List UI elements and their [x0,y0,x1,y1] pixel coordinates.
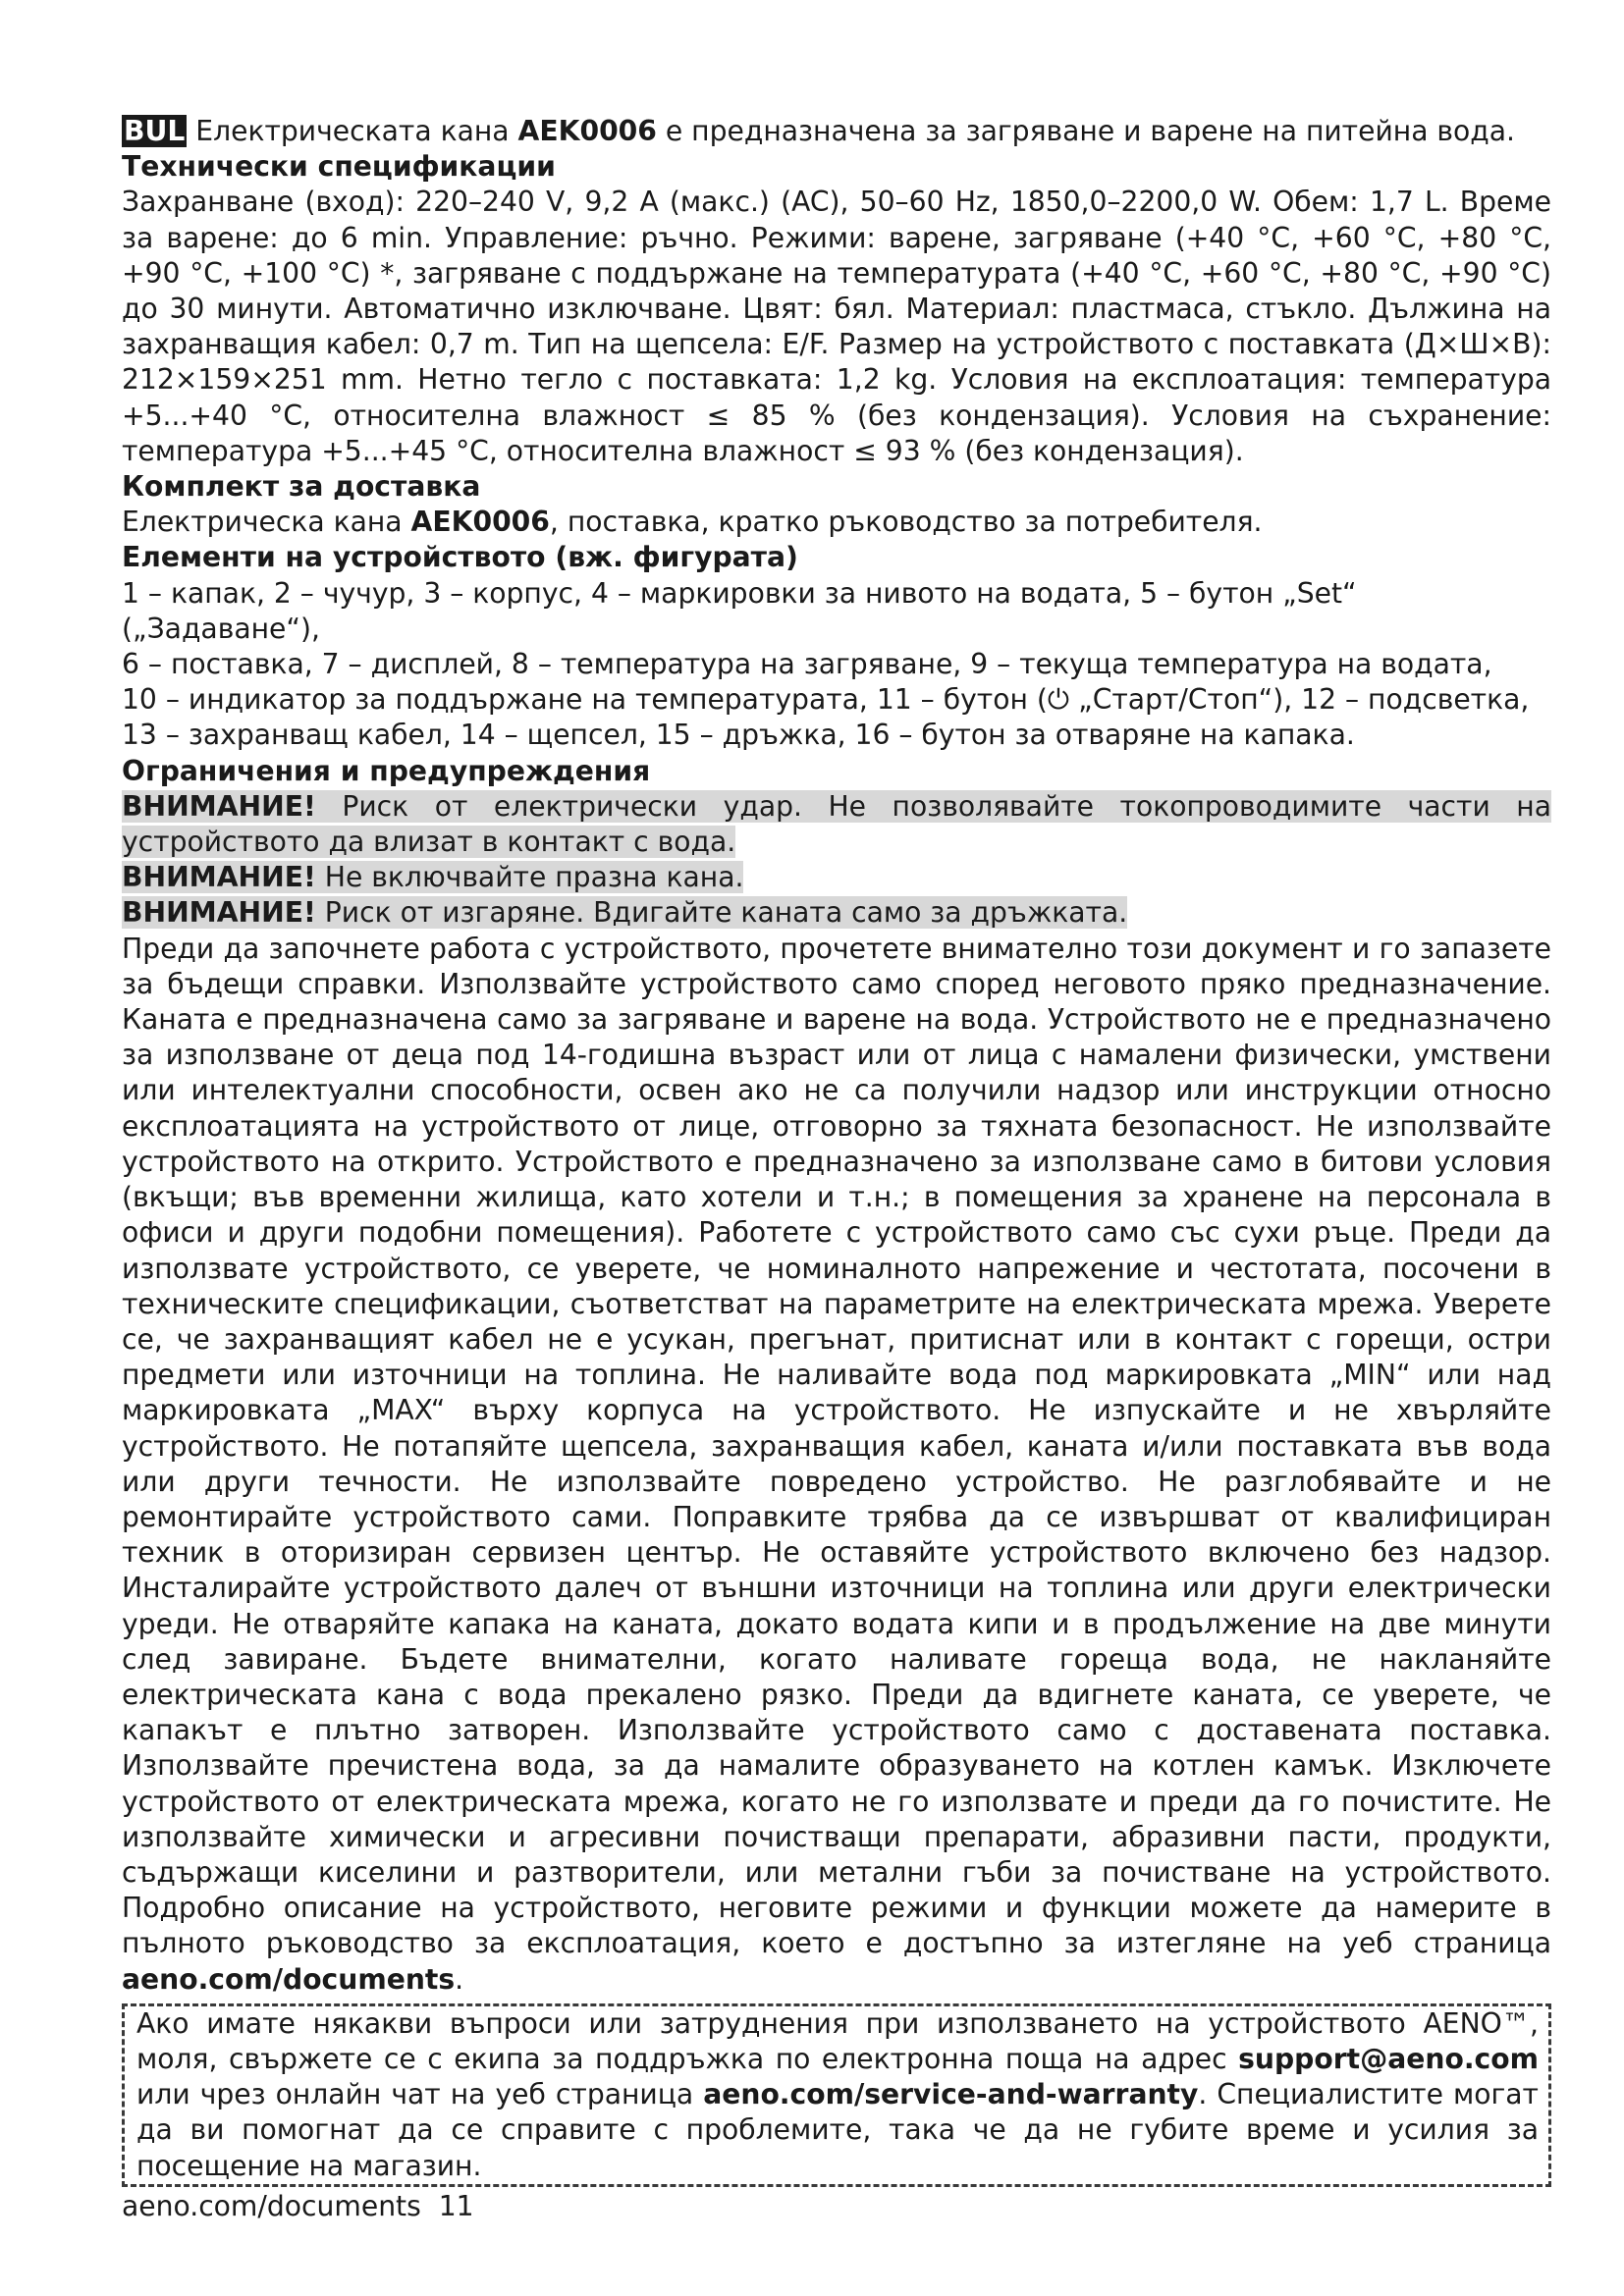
footer-url: aeno.com/documents [122,2189,421,2222]
package-model: AEK0006 [410,506,550,539]
service-warranty-link[interactable]: aeno.com/service-and-warranty [703,2078,1199,2111]
support-text-2: или чрез онлайн чат на уеб страница [136,2078,704,2111]
specs-heading: Технически спецификации [122,150,556,184]
elements-heading: Елементи на устройството (вж. фигурата) [122,541,798,574]
elements-line: 10 – индикатор за поддържане на температурата, 11 – бутон (⏻ „Старт/Стоп“), 12 – подсветка, [122,683,1530,717]
intro-text-after: е предназначена за загряване и варене на питейна вода. [656,115,1516,147]
support-notice-box [122,2003,1551,2187]
package-text [122,505,1551,540]
warning-label: ВНИМАНИЕ! [122,789,316,823]
warning-items [122,789,1551,932]
warning-label: ВНИМАНИЕ! [122,861,316,894]
intro-model: AEK0006 [517,115,657,147]
page-footer [122,2189,1551,2224]
documents-link[interactable]: aeno.com/documents [122,1962,456,1996]
safety-instructions [122,932,1551,1998]
language-badge: BUL [124,115,186,147]
support-text-3: . Специалистите могат да ви помогнат да се справите с проблемите, така че да не губите време и усилия за посещение на магазин. [136,2078,1539,2182]
elements-list [122,576,1551,754]
support-text-1: Ако имате някакви въпроси или затруднения при използването на устройството AENO™, моля, свържете се с екипа за поддръжка по електронна поща на адрес [136,2006,1539,2075]
package-text-after: , поставка, кратко ръководство за потребителя. [549,506,1263,539]
warning-text: Риск от електрически удар. Не позволявайте токопроводимите части на устройството да влизат в контакт с вода. [122,789,1551,859]
package-heading: Комплект за доставка [122,470,481,504]
elements-line: 1 – капак, 2 – чучур, 3 – корпус, 4 – маркировки за нивото на водата, 5 – бутон „Set“ („Задаване“), [122,576,1357,645]
package-text-before: Електрическа кана [122,506,411,539]
warning-text: Не включвайте празна кана. [315,861,744,894]
warning-item [122,860,1551,895]
warning-label: ВНИМАНИЕ! [122,896,316,930]
safety-text-end: . [455,1962,464,1996]
elements-line: 6 – поставка, 7 – дисплей, 8 – температура на загряване, 9 – текуща температура на водата, [122,648,1492,681]
warning-item [122,895,1551,931]
warning-item [122,789,1551,860]
safety-text: Преди да започнете работа с устройството, прочетете внимателно този документ и го запазете за бъдещи справки. Използвайте устройството само според неговото пряко предназначение. Каната е предназначена само за загряване и варене на вода. Устройството не е предназначено за използване от деца под 14-годишна възраст или от лица с намалени физически, умствени или интелектуални способности, освен ако не са получили надзор или инструкции относно експлоатацията на устройството от лице, отговорно за тяхната безопасност. Не използвайте устройството на открито. Устройството е предназначено за използване само в битови условия (вкъщи; във временни жилища, като хотели и т.н.; в помещения за хранене на персонала в офиси и други подобни помещения). Работете с устройството само със сухи ръце. Преди да използвате устройството, се уверете, че номиналното напрежение и честотата, посочени в техническите спецификации, съответстват на параметрите на електрическата мрежа. Уверете се, че захранващият кабел не е усукан, прегънат, притиснат или в контакт с горещи, остри предмети или източници на топлина. Не наливайте вода под маркировката „MIN“ или над маркировката „MAX“ върху корпуса на устройството. Не изпускайте и не хвърляйте устройството. Не потапяйте щепсела, захранващия кабел, каната и/или поставката във вода или други течности. Не използвайте повредено устройство. Не разглобявайте и не ремонтирайте устройството сами. Поправките трябва да се извършват от квалифициран техник в оторизиран сервизен център. Не оставяйте устройството включено без надзор. Инсталирайте устройството далеч от външни източници на топлина или други електрически уреди. Не отваряйте капака на каната, докато водата кипи и в продължение на две минути след завиране. Бъдете внимателни, когато наливате гореща вода, не накланяйте електрическата кана с вода прекалено рязко. Преди да вдигнете каната, се уверете, че капакът е плътно затворен. Използвайте устройството само с доставената поставка. Използвайте пречистена вода, за да намалите образуването на котлен камък. Изключете устройството от електрическата мрежа, когато не го използвате и преди да го почистите. Не използвайте химически и агресивни почистващи препарати, абразивни пасти, продукти, съдържащи киселини и разтворители, или метални гъби за почистване на устройството. Подробно описание на устройството, неговите режими и функции можете да намерите в пълното ръководство за експлоатация, което е достъпно за изтегляне на уеб страница [122,932,1551,1960]
intro-paragraph [122,114,1551,149]
specs-text: Захранване (вход): 220–240 V, 9,2 A (макс.) (AC), 50–60 Hz, 1850,0–2200,0 W. Обем: 1,7 L. Време за варене: до 6 min. Управление: ръчно. Режими: варене, загряване (+40 °C, +60 °C, +80 °C, +90 °C, +100 °C) *, загряване с поддържане на температурата (+40 °C, +60 °C, +80 °C, +90 °C) до 30 минути. Автоматично изключване. Цвят: бял. Материал: пластмаса, стъкло. Дължина на захранващия кабел: 0,7 m. Тип на щепсела: E/F. Размер на устройството с поставката (Д×Ш×В): 212×159×251 mm. Нетно тегло с поставката: 1,2 kg. Условия на експлоатация: температура +5...+40 °C, относителна влажност ≤ 85 % (без кондензация). Условия на съхранение: температура +5...+45 °C, относителна влажност ≤ 93 % (без кондензация). [122,186,1551,467]
document-page [122,114,1551,2224]
warnings-heading: Ограничения и предупреждения [122,754,651,787]
support-text [136,2006,1539,2184]
intro-text-before: Електрическата кана [187,115,518,147]
elements-line: 13 – захранващ кабел, 14 – щепсел, 15 – дръжка, 16 – бутон за отваряне на капака. [122,719,1355,752]
warning-text: Риск от изгаряне. Вдигайте каната само за дръжката. [315,896,1128,930]
page-number: 11 [438,2189,474,2222]
support-email-link[interactable]: support@aeno.com [1238,2042,1539,2075]
